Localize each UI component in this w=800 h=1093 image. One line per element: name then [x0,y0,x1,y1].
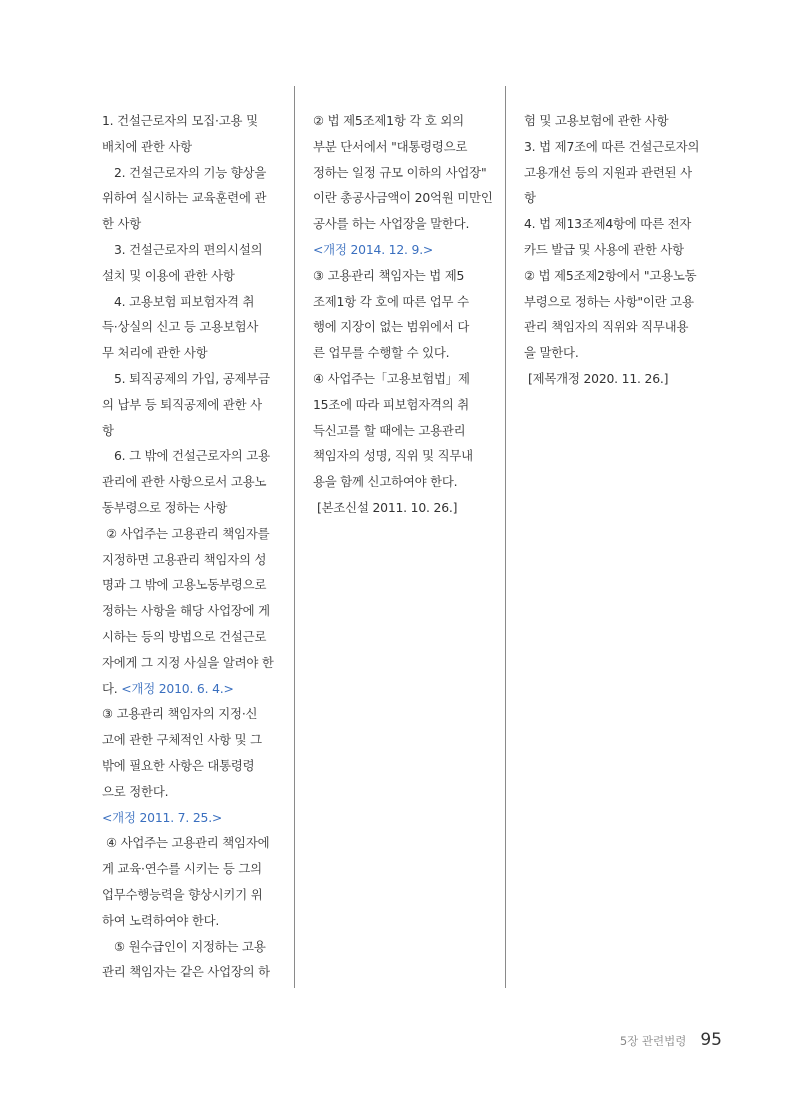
text-line: ② 사업주는 고용관리 책임자를 [106,525,270,541]
text-line: 득·상실의 신고 등 고용보험사 [102,319,259,335]
text-line: 조제1항 각 호에 따른 업무 수 [313,293,469,309]
text-line: 시하는 등의 방법으로 건설근로 [102,628,267,644]
column-divider [294,86,295,988]
text-line: 설치 및 이용에 관한 사항 [102,267,235,283]
text-line: 동부령으로 정하는 사항 [102,499,228,515]
text-line: 업무수행능력을 향상시키기 위 [102,886,263,902]
text-line: 배치에 관한 사항 [102,138,192,154]
text-line: 고에 관한 구체적인 사항 및 그 [102,732,262,748]
chapter-label: 5장 관련법령 [619,1034,687,1048]
text-column-1 [102,108,280,985]
text-line: ⑤ 원수급인이 지정하는 고용 [114,938,266,954]
text-line: ④ 사업주는 고용관리 책임자에 [106,835,270,851]
text-line: 항 [102,422,114,438]
text-line: 관리 책임자는 같은 사업장의 하 [102,964,270,980]
text-line: 정하는 일정 규모 이하의 사업장" [313,164,487,180]
text-line: 자에게 그 지정 사실을 알려야 한 [102,654,274,670]
text-line: 으로 정한다. [102,783,169,799]
text-line: ② 법 제5조제2항에서 "고용노동 [524,267,697,283]
text-line: 공사를 하는 사업장을 말한다. [313,216,470,232]
text-line: 게 교육·연수를 시키는 등 그의 [102,861,262,877]
text-line: 고용개선 등의 지원과 관련된 사 [524,164,692,180]
text-line: 득신고를 할 때에는 고용관리 [313,422,466,438]
amendment-note: <개정 2014. 12. 9.> [313,241,434,257]
text-line: 험 및 고용보험에 관한 사항 [524,113,669,128]
text-line: 위하여 실시하는 교육훈련에 관 [102,190,267,206]
text-line: 밖에 필요한 사항은 대통령령 [102,757,255,773]
text-line: 4. 법 제13조제4항에 따른 전자 [524,216,692,232]
text-line: 3. 건설근로자의 편의시설의 [114,241,263,257]
text-line: 을 말한다. [524,345,579,361]
text-line: 의 납부 등 퇴직공제에 관한 사 [102,396,262,412]
text-line: 하여 노력하여야 한다. [102,912,220,928]
text-line: 이란 총공사금액이 20억원 미만인 [313,190,493,206]
text-line-part: 다. [102,680,118,696]
text-column-2 [313,108,491,521]
text-line: 1. 건설근로자의 모집·고용 및 [102,113,258,128]
text-column-3 [524,108,702,392]
text-line: 정하는 사항을 해당 사업장에 게 [102,603,270,619]
text-line: 부분 단서에서 "대통령령으로 [313,138,468,154]
text-line: 5. 퇴직공제의 가입, 공제부금 [114,370,270,386]
text-line: 행에 지장이 없는 범위에서 다 [313,319,470,335]
text-line: 부령으로 정하는 사항"이란 고용 [524,293,694,309]
text-line: [제목개정 2020. 11. 26.] [528,370,669,386]
text-line: 한 사항 [102,216,142,232]
page-number: 95 [700,1030,722,1050]
column-divider [505,86,506,988]
text-line: 카드 발급 및 사용에 관한 사항 [524,241,684,257]
text-line: 항 [524,190,536,206]
amendment-note: <개정 2011. 7. 25.> [102,809,223,825]
text-line: 3. 법 제7조에 따른 건설근로자의 [524,138,700,154]
text-line: 2. 건설근로자의 기능 향상을 [114,164,267,180]
text-line: ③ 고용관리 책임자의 지정·신 [102,706,258,722]
text-line: ③ 고용관리 책임자는 법 제5 [313,267,465,283]
amendment-note: <개정 2010. 6. 4.> [121,680,234,696]
text-line: 무 처리에 관한 사항 [102,345,208,361]
text-line: 관리 책임자의 직위와 직무내용 [524,319,689,335]
text-line: 6. 그 밖에 건설근로자의 고용 [114,448,270,464]
text-line [102,676,280,702]
text-line: 른 업무를 수행할 수 있다. [313,345,450,361]
text-line: ② 법 제5조제1항 각 호 외의 [313,113,464,128]
text-line: 관리에 관한 사항으로서 고용노 [102,474,267,490]
text-line: 명과 그 밖에 고용노동부령으로 [102,577,267,593]
text-line: ④ 사업주는「고용보험법」제 [313,370,470,386]
text-line: [본조신설 2011. 10. 26.] [317,499,458,515]
text-line: 책임자의 성명, 직위 및 직무내 [313,448,473,464]
text-line: 4. 고용보험 피보험자격 취 [114,293,255,309]
page-footer [620,1030,722,1050]
text-line: 15조에 따라 피보험자격의 취 [313,396,470,412]
text-line: 용을 함께 신고하여야 한다. [313,474,458,490]
text-line: 지정하면 고용관리 책임자의 성 [102,551,267,567]
